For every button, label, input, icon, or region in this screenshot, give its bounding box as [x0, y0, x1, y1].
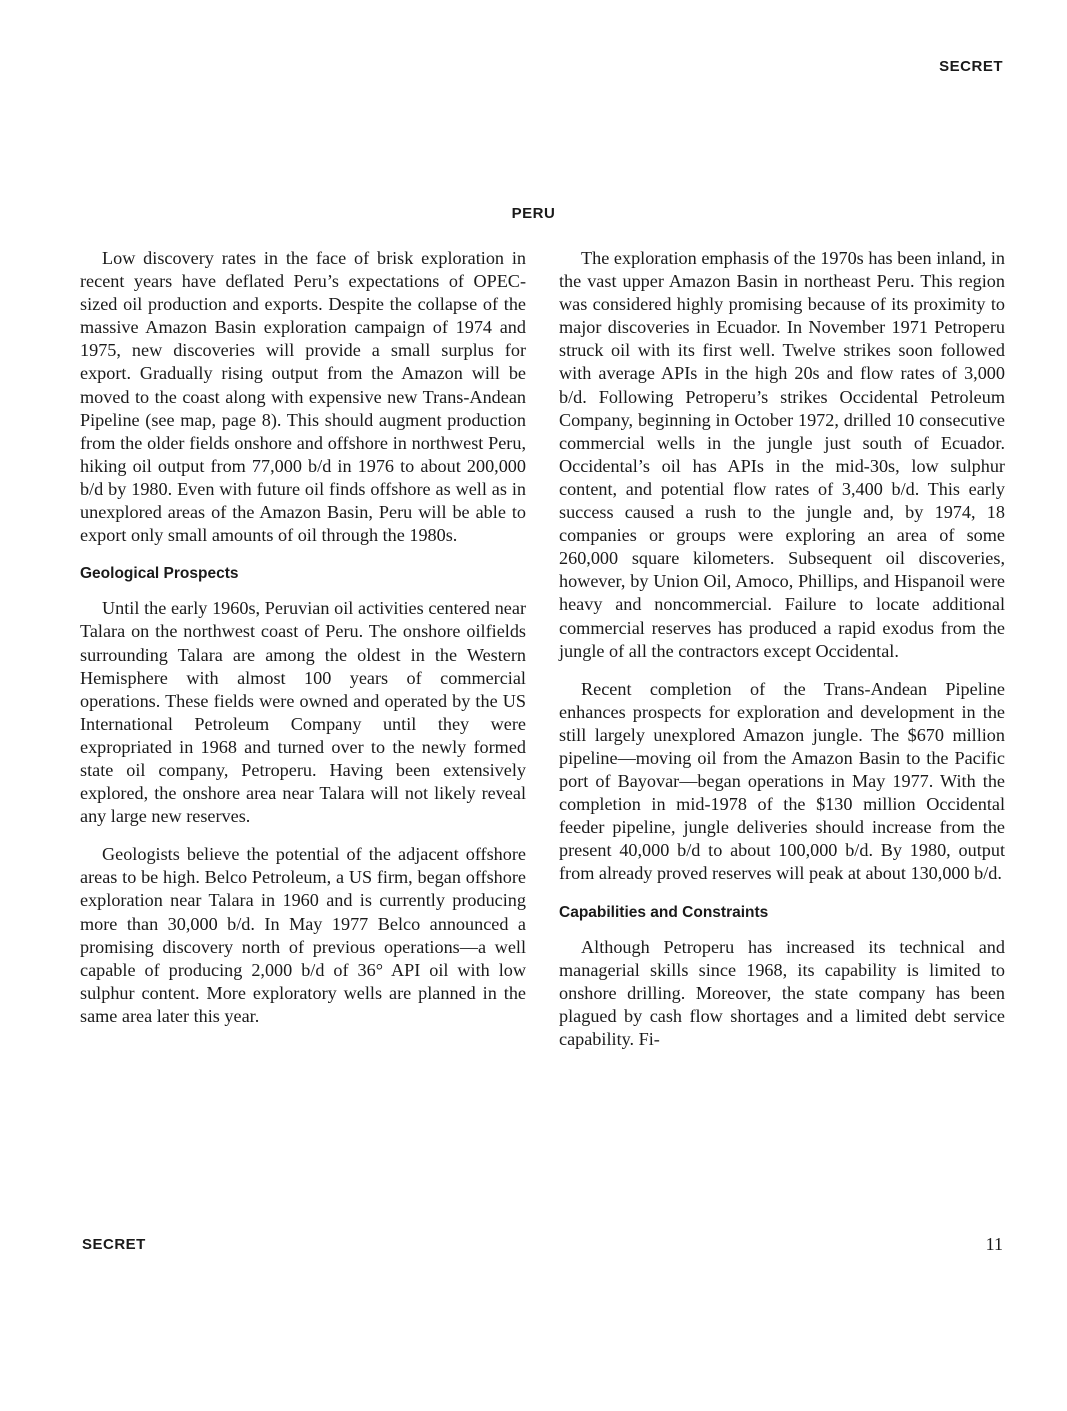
- right-column: [559, 247, 1005, 1066]
- section-heading-capabilities-and-constraints: Capabilities and Constraints: [559, 903, 769, 921]
- paragraph: The exploration emphasis of the 1970s has been inland, in the vast upper Amazon Basin in northeast Peru. This region was considered highly promising because of its proximity to major discoveries in Ecuador. In November 1971 Petroperu struck oil with its first well. Twelve strikes soon followed with average APIs in the high 20s and flow rates of 3,000 b/d. Following Petroperu’s strikes Occidental Petroleum Company, beginning in October 1972, drilled 10 consecutive commercial wells in the jungle just south of Ecuador. Occidental’s oil has APIs in the mid-30s, low sulphur content, and potential flow rates of 3,400 b/d. This early success caused a rush to the jungle and, by 1974, 18 companies or groups were exploring an area of some 260,000 square kilometers. Subsequent oil discoveries, however, by Union Oil, Amoco, Phillips, and Hispanoil were heavy and noncommercial. Failure to locate additional commercial reserves has produced a rapid exodus from the jungle of all the contractors except Occidental.: [559, 248, 1005, 661]
- section-heading-geological-prospects: Geological Prospects: [80, 565, 239, 583]
- paragraph: Until the early 1960s, Peruvian oil activities centered near Talara on the northwest coast of Peru. The onshore oilfields surrounding Talara are among the oldest in the Western Hemisphere with almost 100 years of commercial operations. These fields were owned and operated by the US International Petroleum Company until they were expropriated in 1968 and turned over to the newly formed state oil company, Petroperu. Having been extensively explored, the onshore area near Talara will not likely reveal any large new reserves.: [80, 598, 526, 827]
- paragraph: Geologists believe the potential of the adjacent offshore areas to be high. Belco Petroleum, a US firm, began offshore exploration near Talara in 1960 and is currently producing more than 30,000 b/d. In May 1977 Belco announced a promising discovery north of previous operations—a well capable of producing 2,000 b/d of 36° API oil with low sulphur content. More exploratory wells are planned in the same area later this year.: [80, 844, 526, 1026]
- paragraph: Low discovery rates in the face of brisk exploration in recent years have deflated Peru’s expectations of OPEC-sized oil production and exports. Despite the collapse of the massive Amazon Basin exploration campaign of 1974 and 1975, new discoveries will provide a small surplus for export. Gradually rising output from the Amazon will be moved to the coast along with expensive new Trans-Andean Pipeline (see map, page 8). This should augment production from the older fields onshore and offshore in northwest Peru, hiking oil output from 77,000 b/d in 1976 to about 200,000 b/d by 1980. Even with future oil finds offshore as well as in unexplored areas of the Amazon Basin, Peru will be able to export only small amounts of oil through the 1980s.: [80, 248, 526, 546]
- classification-footer: SECRET: [82, 1236, 146, 1253]
- page-number: 11: [985, 1234, 1003, 1254]
- classification-header: SECRET: [939, 58, 1003, 75]
- paragraph: Although Petroperu has increased its technical and managerial skills since 1968, its capability is limited to onshore drilling. Moreover, the state company has been plagued by cash flow shortages and a limited debt service capability. Fi-: [559, 936, 1005, 1049]
- page-title: PERU: [511, 205, 556, 222]
- left-column: [80, 247, 526, 1043]
- paragraph: Recent completion of the Trans-Andean Pipeline enhances prospects for exploration and development in the still largely unexplored Amazon jungle. The $670 million pipeline—moving oil from the Amazon Basin to the Pacific port of Bayovar—began operations in May 1977. With the completion in mid-1978 of the $130 million Occidental feeder pipeline, jungle deliveries should increase from the present 40,000 b/d to about 100,000 b/d. By 1980, output from already proved reserves will peak at about 130,000 b/d.: [559, 678, 1005, 884]
